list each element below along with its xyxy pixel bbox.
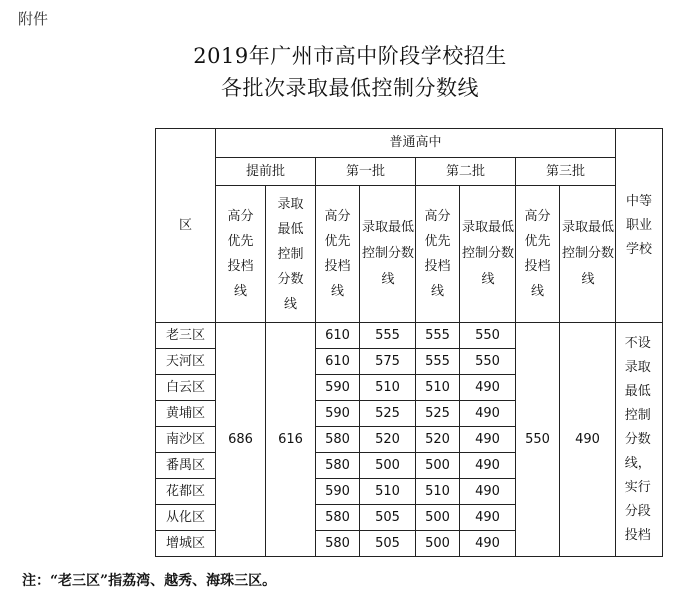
first-priority-cell: 590 bbox=[316, 479, 360, 505]
advance-min-header: 录取最低控制分数线 bbox=[266, 186, 316, 323]
first-priority-cell: 580 bbox=[316, 427, 360, 453]
advance-priority-value: 686 bbox=[216, 323, 266, 557]
second-min-cell: 490 bbox=[460, 401, 516, 427]
district-cell: 增城区 bbox=[156, 531, 216, 557]
first-priority-cell: 580 bbox=[316, 453, 360, 479]
attachment-label: 附件 bbox=[18, 10, 49, 28]
footnote: 注：“老三区”指荔湾、越秀、海珠三区。 bbox=[22, 573, 277, 589]
third-priority-header: 高分优先投档线 bbox=[516, 186, 560, 323]
batch-header-third: 第三批 bbox=[516, 158, 616, 186]
score-table bbox=[155, 128, 663, 557]
second-min-cell: 490 bbox=[460, 453, 516, 479]
district-header: 区 bbox=[156, 129, 216, 323]
district-cell: 南沙区 bbox=[156, 427, 216, 453]
batch-header-first: 第一批 bbox=[316, 158, 416, 186]
vocational-note: 不设录取最低控制分数线，实行分段投档 bbox=[616, 323, 663, 557]
third-min-value: 490 bbox=[560, 323, 616, 557]
second-priority-cell: 525 bbox=[416, 401, 460, 427]
district-cell: 番禺区 bbox=[156, 453, 216, 479]
second-min-header: 录取最低控制分数线 bbox=[460, 186, 516, 323]
second-priority-cell: 510 bbox=[416, 375, 460, 401]
second-min-cell: 490 bbox=[460, 479, 516, 505]
third-min-header: 录取最低控制分数线 bbox=[560, 186, 616, 323]
first-min-cell: 525 bbox=[360, 401, 416, 427]
first-priority-cell: 580 bbox=[316, 505, 360, 531]
second-priority-cell: 500 bbox=[416, 505, 460, 531]
second-priority-cell: 555 bbox=[416, 349, 460, 375]
first-min-cell: 555 bbox=[360, 323, 416, 349]
second-priority-cell: 500 bbox=[416, 453, 460, 479]
first-min-cell: 505 bbox=[360, 505, 416, 531]
document-title: 2019年广州市高中阶段学校招生 bbox=[193, 44, 507, 68]
second-min-cell: 490 bbox=[460, 531, 516, 557]
second-priority-cell: 500 bbox=[416, 531, 460, 557]
first-priority-cell: 590 bbox=[316, 401, 360, 427]
general-high-header: 普通高中 bbox=[216, 129, 616, 158]
district-cell: 老三区 bbox=[156, 323, 216, 349]
first-min-cell: 520 bbox=[360, 427, 416, 453]
advance-priority-header: 高分优先投档线 bbox=[216, 186, 266, 323]
third-priority-value: 550 bbox=[516, 323, 560, 557]
second-min-cell: 490 bbox=[460, 505, 516, 531]
second-min-cell: 490 bbox=[460, 427, 516, 453]
first-priority-cell: 610 bbox=[316, 349, 360, 375]
second-min-cell: 550 bbox=[460, 349, 516, 375]
first-min-cell: 500 bbox=[360, 453, 416, 479]
document-subtitle: 各批次录取最低控制分数线 bbox=[221, 76, 479, 100]
advance-min-value: 616 bbox=[266, 323, 316, 557]
district-cell: 白云区 bbox=[156, 375, 216, 401]
district-cell: 黄埔区 bbox=[156, 401, 216, 427]
district-cell: 天河区 bbox=[156, 349, 216, 375]
first-priority-cell: 580 bbox=[316, 531, 360, 557]
vocational-header: 中等职业学校 bbox=[616, 129, 663, 323]
batch-header-advance: 提前批 bbox=[216, 158, 316, 186]
table-row bbox=[156, 323, 663, 349]
first-min-header: 录取最低控制分数线 bbox=[360, 186, 416, 323]
second-priority-header: 高分优先投档线 bbox=[416, 186, 460, 323]
first-min-cell: 510 bbox=[360, 375, 416, 401]
second-priority-cell: 555 bbox=[416, 323, 460, 349]
first-priority-cell: 610 bbox=[316, 323, 360, 349]
first-priority-cell: 590 bbox=[316, 375, 360, 401]
second-priority-cell: 520 bbox=[416, 427, 460, 453]
second-min-cell: 550 bbox=[460, 323, 516, 349]
district-cell: 花都区 bbox=[156, 479, 216, 505]
batch-header-second: 第二批 bbox=[416, 158, 516, 186]
second-min-cell: 490 bbox=[460, 375, 516, 401]
district-cell: 从化区 bbox=[156, 505, 216, 531]
first-min-cell: 505 bbox=[360, 531, 416, 557]
second-priority-cell: 510 bbox=[416, 479, 460, 505]
first-priority-header: 高分优先投档线 bbox=[316, 186, 360, 323]
first-min-cell: 510 bbox=[360, 479, 416, 505]
first-min-cell: 575 bbox=[360, 349, 416, 375]
